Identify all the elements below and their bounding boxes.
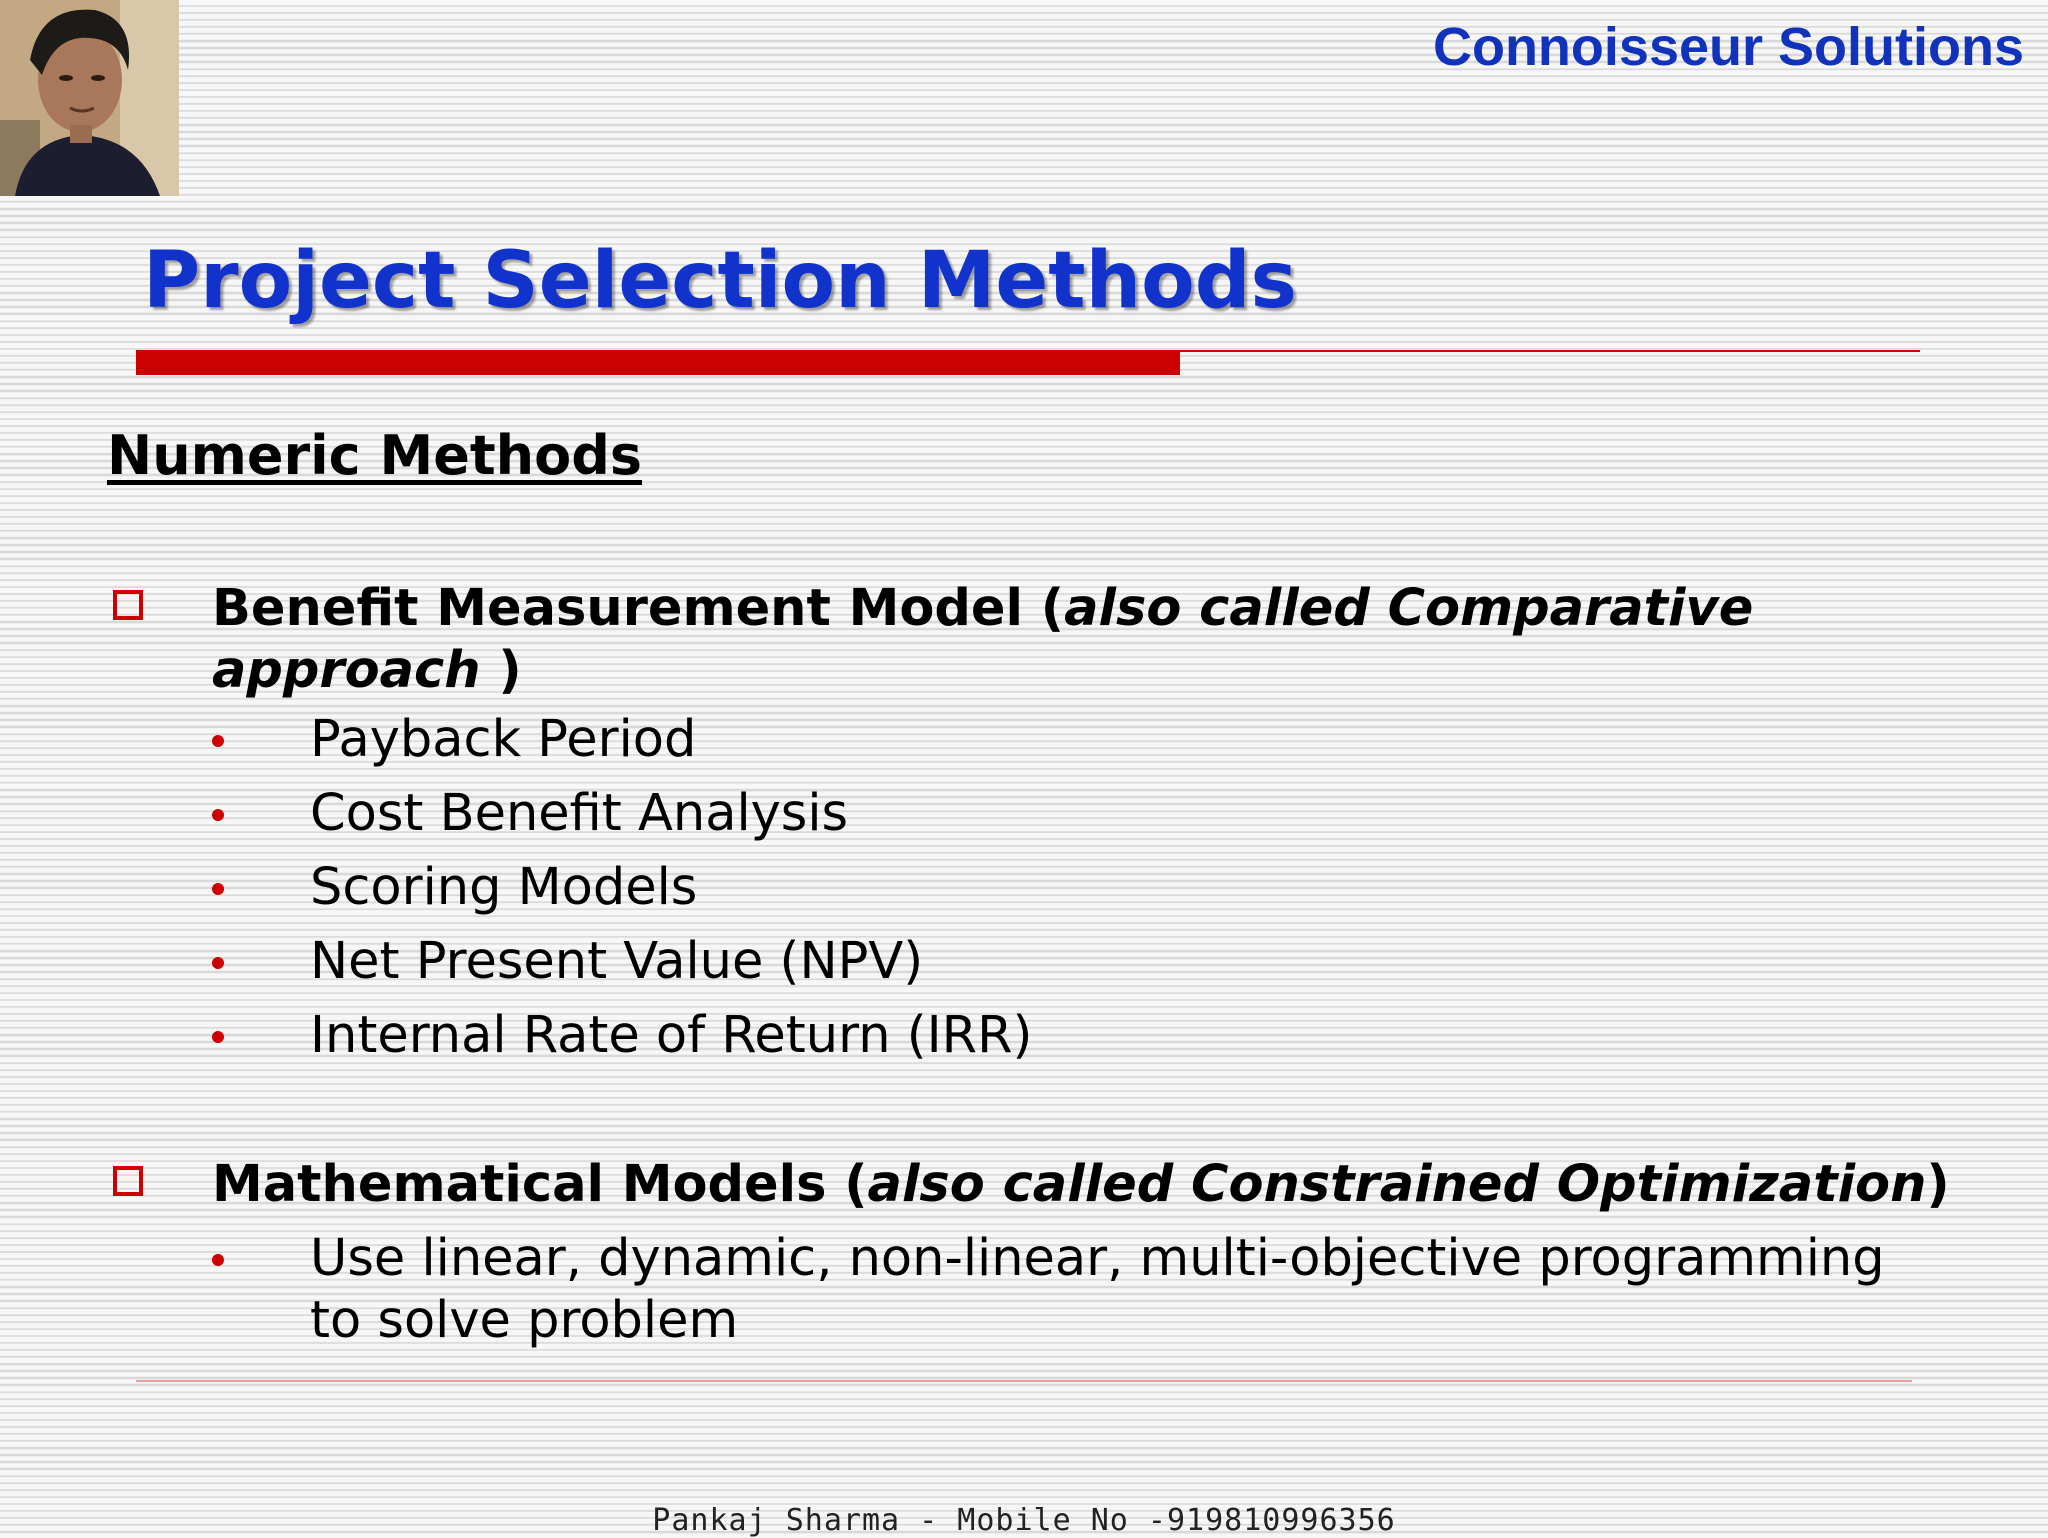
list-item: [0, 931, 2048, 1005]
bullet-dot-icon: [212, 809, 224, 821]
bullet-dot-icon: [212, 883, 224, 895]
bullet-dot-icon: [212, 1254, 224, 1266]
list-item-text: Payback Period: [310, 710, 697, 769]
title-underline-line: [1180, 350, 1920, 352]
bullet-dot-icon: [212, 1031, 224, 1043]
bottom-divider: [136, 1380, 1912, 1382]
list-item: [0, 783, 2048, 857]
list-item-text: Scoring Models: [310, 858, 698, 917]
checkbox-bullet-icon: [113, 1166, 143, 1196]
group-title: [212, 1154, 1972, 1216]
list-item-text: Cost Benefit Analysis: [310, 784, 849, 843]
group-title-close: ): [480, 641, 522, 700]
method-list: [0, 1228, 2048, 1358]
presenter-photo: [0, 0, 179, 196]
group-title-close: ): [1926, 1155, 1950, 1214]
bullet-dot-icon: [212, 735, 224, 747]
group-title-main: Mathematical Models (: [212, 1155, 868, 1214]
checkbox-bullet-icon: [113, 590, 143, 620]
bullet-dot-icon: [212, 957, 224, 969]
list-item: [0, 1005, 2048, 1079]
person-portrait-icon: [0, 0, 179, 196]
group-title: [212, 578, 1972, 702]
list-item: [0, 709, 2048, 783]
slide-title: Project Selection Methods: [143, 236, 1297, 326]
method-list: [0, 709, 2048, 1079]
list-item: [0, 1228, 2048, 1358]
group-title-note: also called Constrained Optimization: [867, 1155, 1927, 1214]
group-title-note: also called Comparative approach: [212, 579, 1754, 700]
list-item-text: Internal Rate of Return (IRR): [310, 1006, 1033, 1065]
list-item-text: Net Present Value (NPV): [310, 932, 924, 991]
section-heading: Numeric Methods: [107, 424, 642, 487]
group-title-main: Benefit Measurement Model (: [212, 579, 1065, 638]
brand-name: Connoisseur Solutions: [1432, 17, 2024, 77]
title-underline-bar: [136, 350, 1180, 375]
list-item-text: Use linear, dynamic, non-linear, multi-objective programming to solve problem: [310, 1229, 1885, 1350]
list-item: [0, 857, 2048, 931]
footer-contact: Pankaj Sharma - Mobile No -919810996356: [652, 1503, 1396, 1538]
